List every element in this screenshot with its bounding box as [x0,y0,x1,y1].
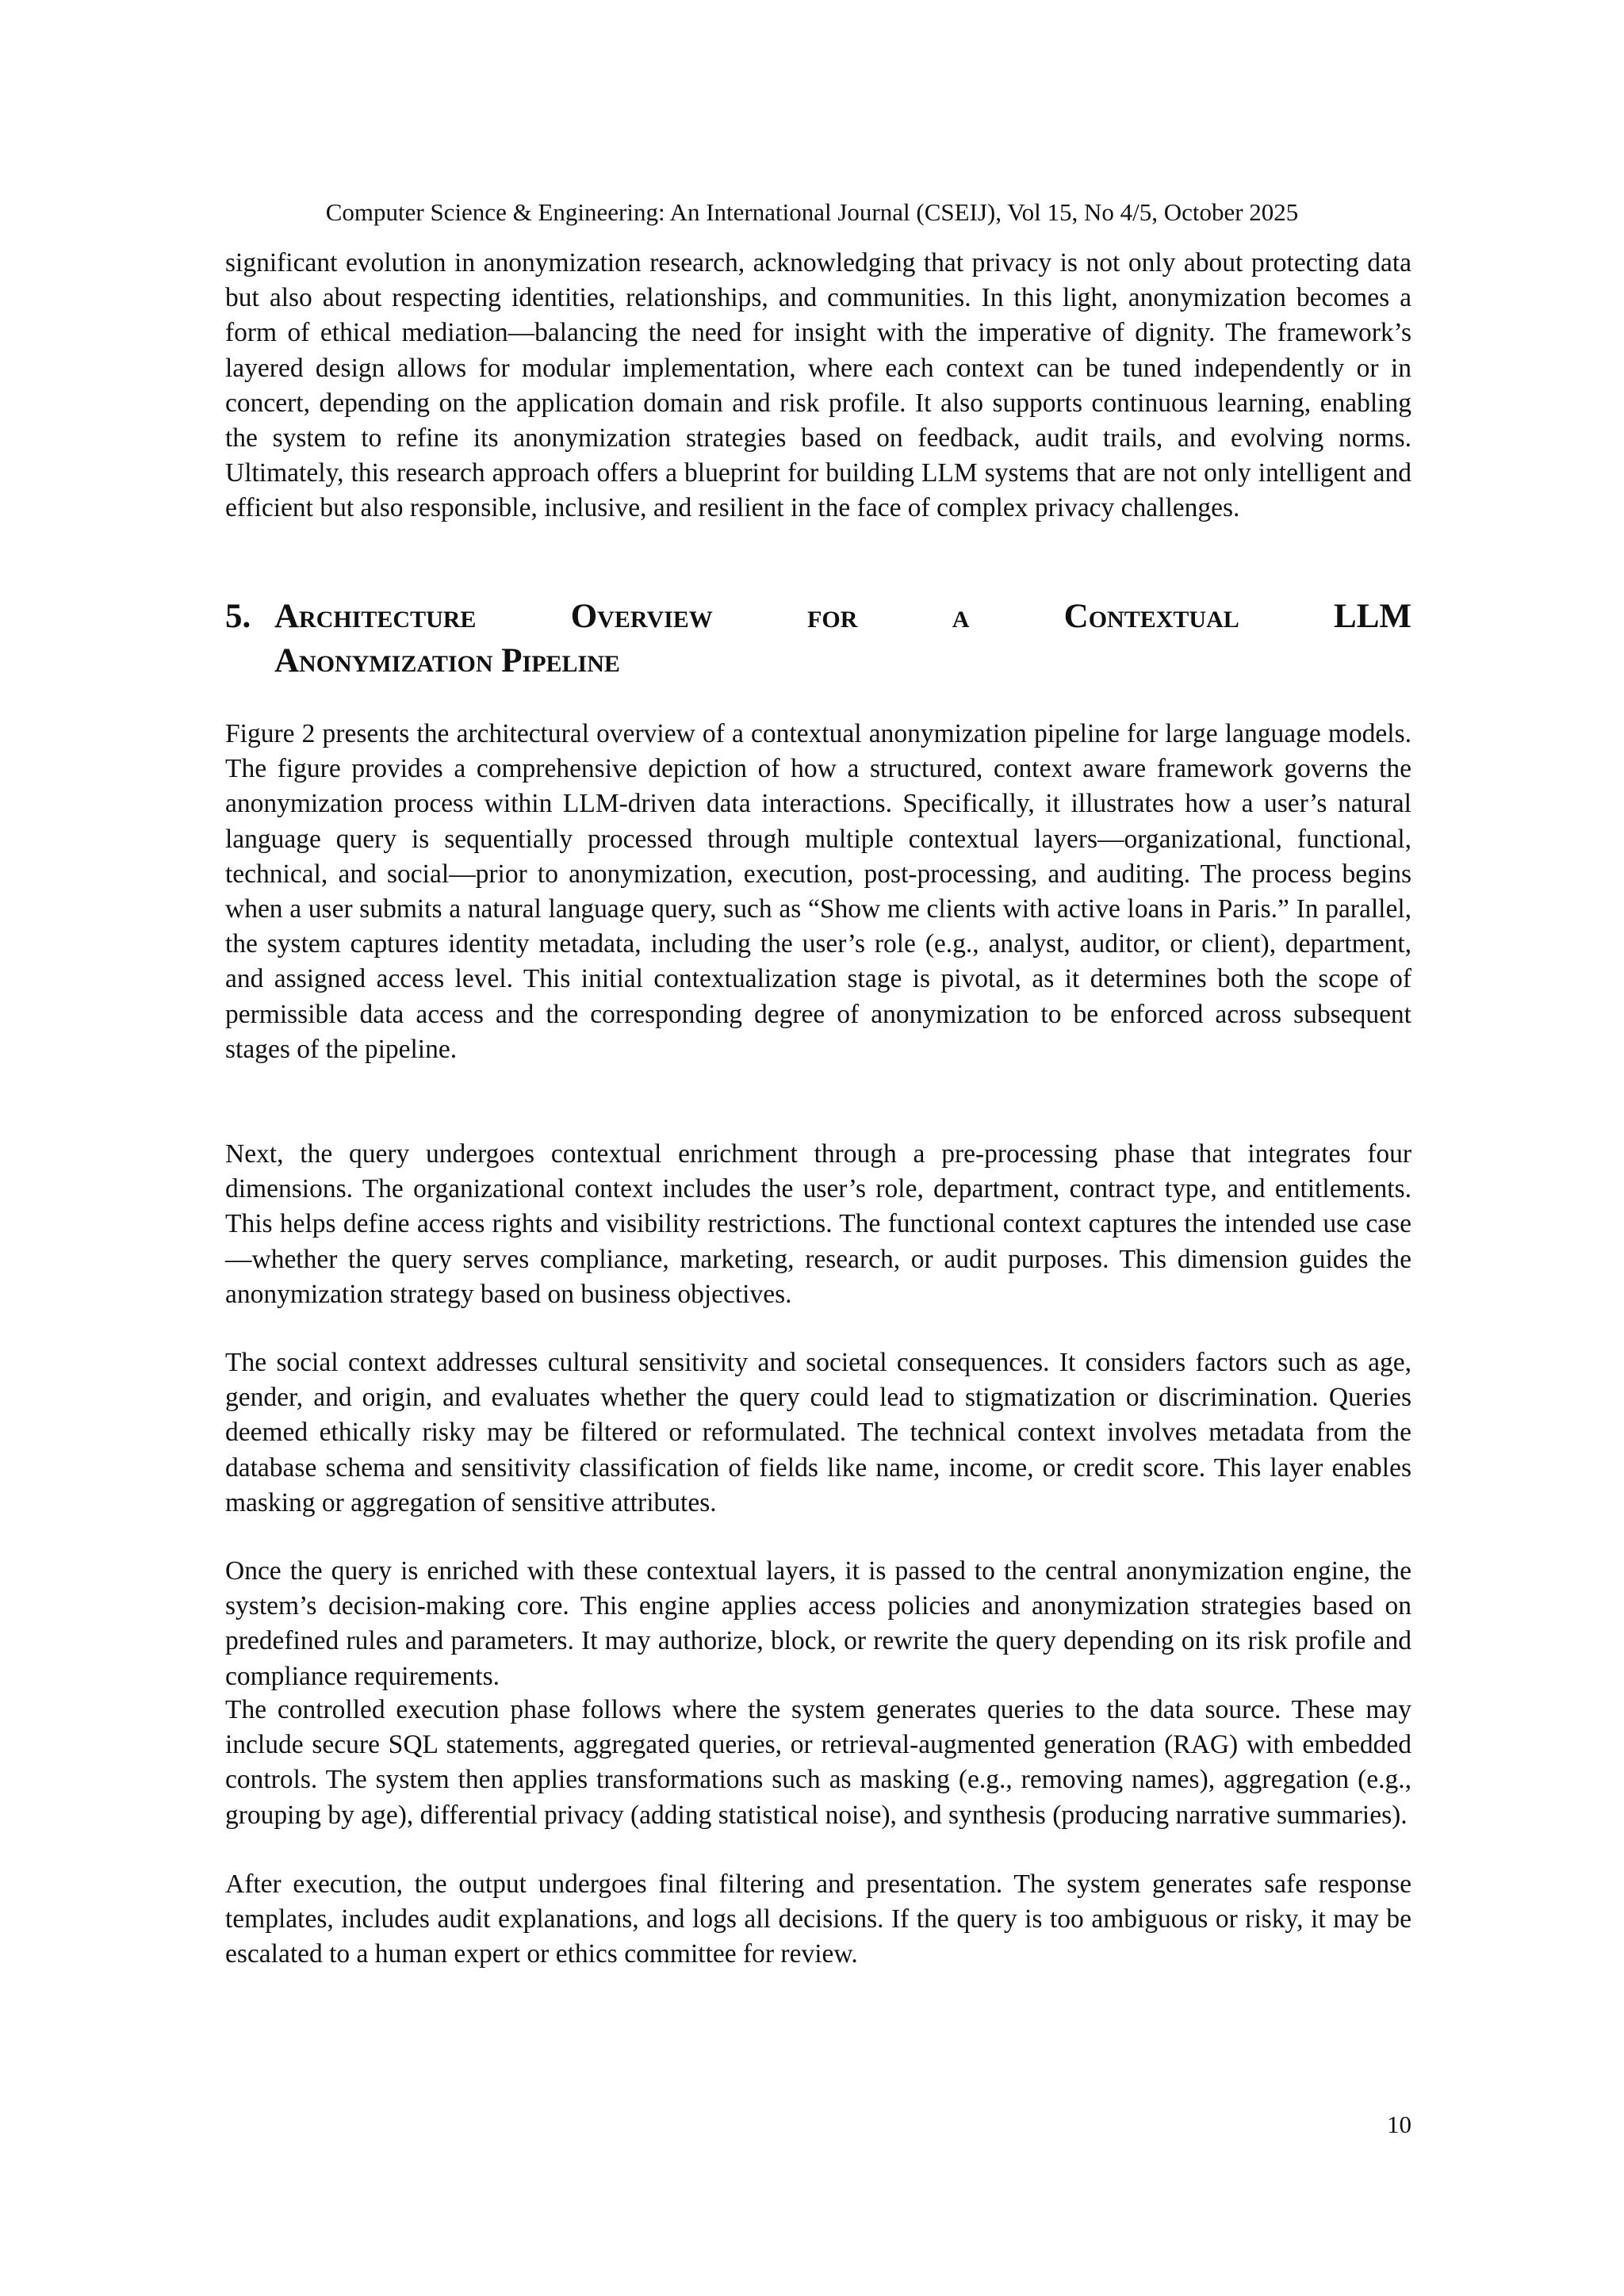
page-number: 10 [1387,2110,1411,2138]
section-title-word: Architecture [274,598,477,635]
paragraph: The social context addresses cultural sensitivity and societal consequences. It considers factors such as age, gender, and origin, and evaluates whether the query could lead to stigmatization or discrimination. Queries deemed ethically risky may be filtered or reformulated. The technical context involves metadata from the database schema and sensitivity classification of fields like name, income, or credit score. This layer enables masking or aggregation of sensitive attributes. [225,1348,1411,1517]
paragraph: After execution, the output undergoes final filtering and presentation. The system generates safe response templates, includes audit explanations, and logs all decisions. If the query is too ambiguous or risky, it may be escalated to a human expert or ethics committee for review. [225,1869,1411,1969]
section-title [274,595,1411,683]
section-title-line-2: Anonymization Pipeline [274,642,620,679]
running-header: Computer Science & Engineering: An International Journal (CSEIJ), Vol 15, No 4/5, October 2025 [325,198,1299,226]
section-heading [225,595,1411,683]
section-title-word: for [807,598,858,635]
paragraph: Once the query is enriched with these contextual layers, it is passed to the central anonymization engine, the system’s decision-making core. This engine applies access policies and anonymization strategies based on predefined rules and parameters. It may authorize, block, or rewrite the query depending on its risk profile and compliance requirements. [225,1556,1411,1691]
section-title-word: Overview [570,598,713,635]
section-title-word: a [952,598,970,635]
paragraph: The controlled execution phase follows where the system generates queries to the data source. These may include secure SQL statements, aggregated queries, or retrieval-augmented generation (RAG) with embedded controls. The system then applies transformations such as masking (e.g., removing names), aggregation (e.g., grouping by age), differential privacy (adding statistical noise), and synthesis (producing narrative summaries). [225,1695,1411,1830]
section-title-word: LLM [1334,598,1411,635]
section-number: 5. [225,598,251,635]
paragraph: Figure 2 presents the architectural overview of a contextual anonymization pipeline for large language models. The figure provides a comprehensive depiction of how a structured, context aware framework governs the anonymization process within LLM-driven data interactions. Specifically, it illustrates how a user’s natural language query is sequentially processed through multiple contextual layers—organizational, functional, technical, and social—prior to anonymization, execution, post-processing, and auditing. The process begins when a user submits a natural language query, such as “Show me clients with active loans in Paris.” In parallel, the system captures identity metadata, including the user’s role (e.g., analyst, auditor, or client), department, and assigned access level. This initial contextualization stage is pivotal, as it determines both the scope of permissible data access and the corresponding degree of anonymization to be enforced across subsequent stages of the pipeline. [225,719,1411,1064]
paragraph-continued: significant evolution in anonymization research, acknowledging that privacy is not only about protecting data but also about respecting identities, relationships, and communities. In this light, anonymization becomes a form of ethical mediation—balancing the need for insight with the imperative of dignity. The framework’s layered design allows for modular implementation, where each context can be tuned independently or in concert, depending on the application domain and risk profile. It also supports continuous learning, enabling the system to refine its anonymization strategies based on feedback, audit trails, and evolving norms. Ultimately, this research approach offers a blueprint for building LLM systems that are not only intelligent and efficient but also responsible, inclusive, and resilient in the face of complex privacy challenges. [225,248,1411,523]
paragraph: Next, the query undergoes contextual enrichment through a pre-processing phase that integrates four dimensions. The organizational context includes the user’s role, department, contract type, and entitlements. This helps define access rights and visibility restrictions. The functional context captures the intended use case—whether the query serves compliance, marketing, research, or audit purposes. This dimension guides the anonymization strategy based on business objectives. [225,1139,1411,1309]
section-title-line-1 [274,595,1411,639]
section-title-word: Contextual [1063,598,1239,635]
